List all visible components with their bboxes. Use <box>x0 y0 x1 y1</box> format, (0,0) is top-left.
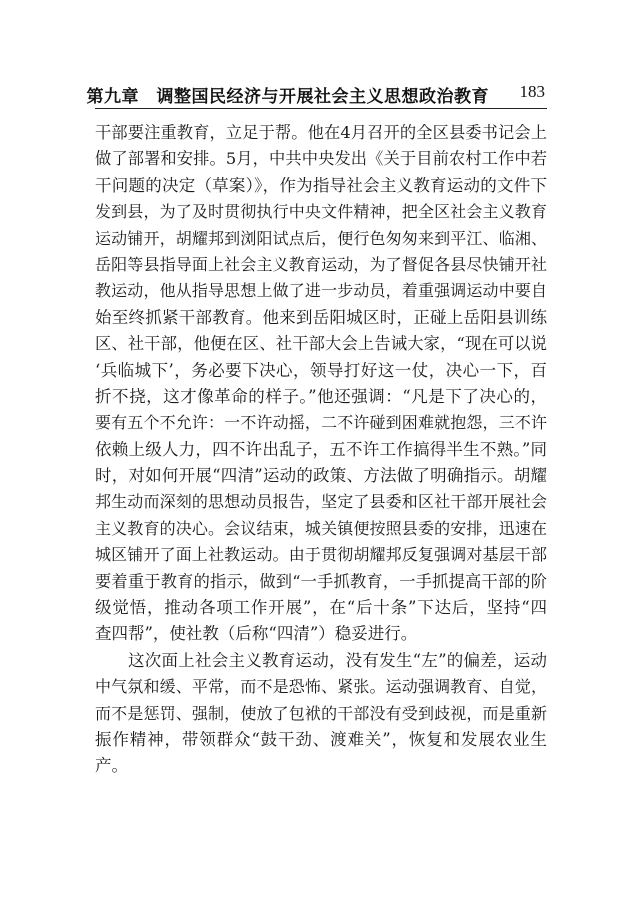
chapter-title: 第九章 调整国民经济与开展社会主义思想政治教育 <box>86 87 489 107</box>
page-number: 183 <box>519 82 545 101</box>
text-line: 区、社干部，他便在区、社干部大会上告诫大家，“现在可以说 <box>95 334 547 354</box>
text-line: 要有五个不允许：一不许动摇，二不许碰到困难就抱怨，三不许 <box>95 413 547 433</box>
text-line: 岳阳等县指导面上社会主义教育运动，为了督促各县尽快铺开社 <box>95 254 547 274</box>
text-line: 城区铺开了面上社教运动。由于贯彻胡耀邦反复强调对基层干部 <box>95 545 547 565</box>
text-line: 中气氛和缓、平常，而不是恐怖、紧张。运动强调教育、自觉， <box>95 677 547 697</box>
text-line: 干部要注重教育，立足于帮。他在4月召开的全区县委书记会上 <box>95 123 547 142</box>
text-line: 依赖上级人力，四不许出乱子，五不许工作搞得半生不熟。”同 <box>95 439 547 459</box>
text-line: 主义教育的决心。会议结束，城关镇便按照县委的安排，迅速在 <box>95 518 547 538</box>
text-line: 邦生动而深刻的思想动员报告，坚定了县委和区社干部开展社会 <box>95 492 547 512</box>
text-line: 教运动，他从指导思想上做了进一步动员，着重强调运动中要自 <box>95 281 547 301</box>
text-line: 时，对如何开展“四清”运动的政策、方法做了明确指示。胡耀 <box>95 466 547 486</box>
paragraph <box>95 648 547 780</box>
text-line: 做了部署和安排。5月，中共中央发出《关于目前农村工作中若 <box>95 149 547 169</box>
text-line: 这次面上社会主义教育运动，没有发生“左”的偏差，运动 <box>128 650 547 670</box>
text-line: 产。 <box>95 756 128 776</box>
text-line: 始至终抓紧干部教育。他来到岳阳城区时，正碰上岳阳县训练 <box>95 307 547 327</box>
text-line: 查四帮”，使社教（后称“四清”）稳妥进行。 <box>95 624 418 644</box>
text-line: 要着重于教育的指示，做到“一手抓教育，一手抓提高干部的阶 <box>95 571 547 591</box>
text-line: 级觉悟，推动各项工作开展”，在“后十条”下达后，坚持“四 <box>95 598 547 618</box>
paragraph <box>95 120 547 648</box>
text-line: 运动铺开，胡耀邦到浏阳试点后，便行色匆匆来到平江、临湘、 <box>95 228 547 248</box>
text-line: 折不挠，这才像革命的样子。”他还强调：“凡是下了决心的， <box>95 386 547 406</box>
body-text <box>95 120 547 780</box>
text-line: 干问题的决定（草案）》，作为指导社会主义教育运动的文件下 <box>95 175 547 195</box>
text-line: 振作精神，带领群众“鼓干劲、渡难关”，恢复和发展农业生 <box>95 729 547 749</box>
text-line: ‘兵临城下’，务必要下决心，领导打好这一仗，决心一下，百 <box>95 360 547 380</box>
running-header <box>86 82 547 109</box>
text-line: 而不是惩罚、强制，使放了包袱的干部没有受到歧视，而是重新 <box>95 703 547 723</box>
text-line: 发到县，为了及时贯彻执行中央文件精神，把全区社会主义教育 <box>95 202 547 222</box>
